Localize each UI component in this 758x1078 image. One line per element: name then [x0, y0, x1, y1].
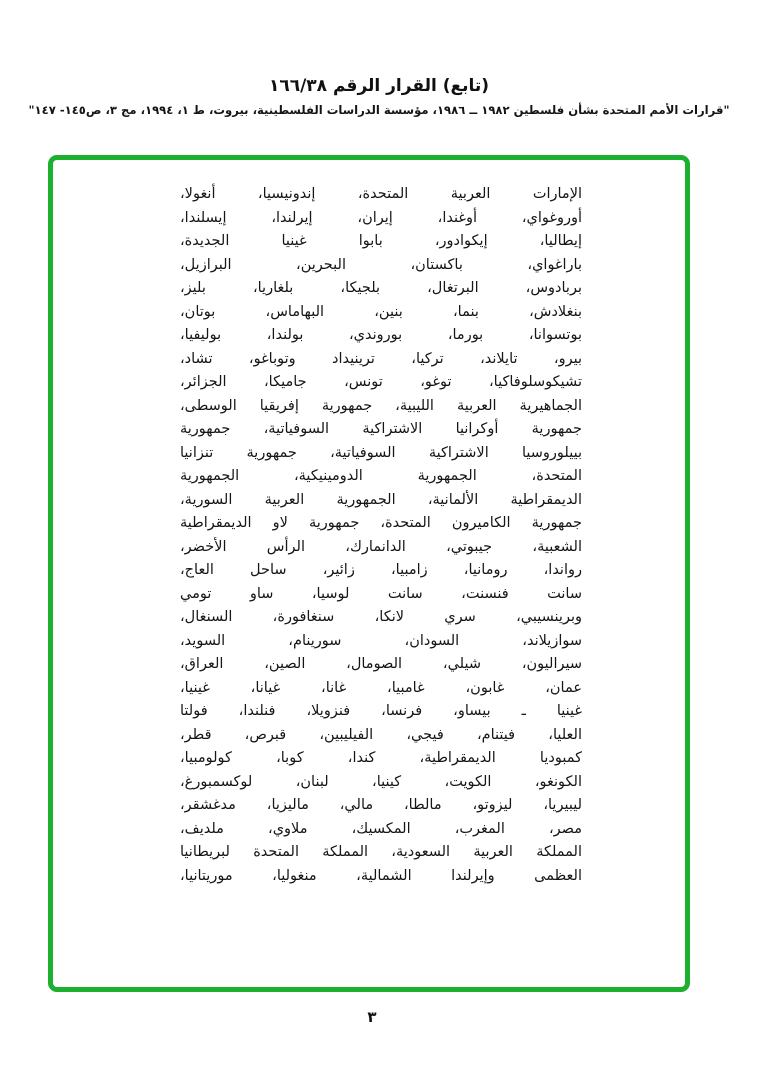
source-citation: "قرارات الأمم المتحدة بشأن فلسطين ١٩٨٢ ــ ١٩٨٦، مؤسسة الدراسات الفلسطينية، بيروت، ط ١، ١٩٩٤، مج ٣، ص١٤٥- ١٤٧"	[28, 103, 730, 117]
text-line: سانت فنسنت، سانت لوسيا، ساو تومي	[180, 585, 582, 602]
text-line: تشيكوسلوفاكيا، توغو، تونس، جاميكا، الجزائر،	[180, 374, 582, 390]
text-line: أوروغواي، أوغندا، إيران، إيرلندا، إيسلندا،	[180, 209, 582, 226]
text-line: ليبيريا، ليزوتو، مالطا، مالي، ماليزيا، مدغشقر،	[180, 797, 582, 813]
text-line: الكونغو، الكويت، كينيا، لبنان، لوكسمبورغ،	[180, 773, 582, 790]
text-line: بييلوروسيا الاشتراكية السوفياتية، جمهورية تنزانيا	[180, 444, 582, 461]
text-line: الجماهيرية العربية الليبية، جمهورية إفريقيا الوسطى،	[180, 397, 582, 414]
text-line: رواندا، رومانيا، زامبيا، زائير، ساحل العاج،	[180, 562, 582, 578]
text-line: الديمقراطية الألمانية، الجمهورية العربية السورية،	[180, 491, 582, 508]
text-line: العليا، فيتنام، فيجي، الفيليبين، قبرص، قطر،	[180, 726, 582, 743]
text-line: الإمارات العربية المتحدة، إندونيسيا، أنغولا،	[180, 186, 582, 202]
text-line: المملكة العربية السعودية، المملكة المتحدة لبريطانيا	[180, 844, 582, 860]
page-title: (تابع) القرار الرقم ١٦٦/٣٨	[268, 76, 490, 96]
text-line: غينيا ـ بيساو، فرنسا، فنزويلا، فنلندا، فولتا	[180, 703, 582, 719]
text-line: كمبوديا الديمقراطية، كندا، كوبا، كولومبيا،	[180, 750, 582, 766]
text-line: إيطاليا، إيكوادور، بابوا غينيا الجديدة،	[180, 233, 582, 249]
text-line: بوتسوانا، بورما، بوروندي، بولندا، بوليفيا،	[180, 327, 582, 343]
page-number: ٣	[367, 1008, 377, 1026]
text-line: بيرو، تايلاند، تركيا، ترينيداد وتوباغو، تشاد،	[180, 350, 582, 367]
text-line: الشعبية، جيبوتي، الدانمارك، الرأس الأخضر،	[180, 538, 582, 555]
text-line: العظمى وإيرلندا الشمالية، منغوليا، موريتانيا،	[180, 867, 582, 884]
text-line: المتحدة، الجمهورية الدومينيكية، الجمهورية	[180, 468, 582, 484]
text-line: مصر، المغرب، المكسيك، ملاوي، ملديف،	[180, 820, 582, 837]
text-line: جمهورية أوكرانيا الاشتراكية السوفياتية، جمهورية	[180, 421, 582, 437]
text-line: عمان، غابون، غامبيا، غانا، غيانا، غينيا،	[180, 679, 582, 696]
text-line: وبرينسيبي، سري لانكا، سنغافورة، السنغال،	[180, 609, 582, 625]
text-line: سيراليون، شيلي، الصومال، الصين، العراق،	[180, 656, 582, 672]
text-line: سوازيلاند، السودان، سورينام، السويد،	[180, 632, 582, 649]
resolution-country-list	[180, 183, 582, 888]
text-line: باراغواي، باكستان، البحرين، البرازيل،	[180, 256, 582, 273]
text-line: بربادوس، البرتغال، بلجيكا، بلغاريا، بليز،	[180, 280, 582, 296]
text-line: جمهورية الكاميرون المتحدة، جمهورية لاو الديمقراطية	[180, 515, 582, 531]
text-line: بنغلادش، بنما، بنين، البهاماس، بوتان،	[180, 303, 582, 320]
